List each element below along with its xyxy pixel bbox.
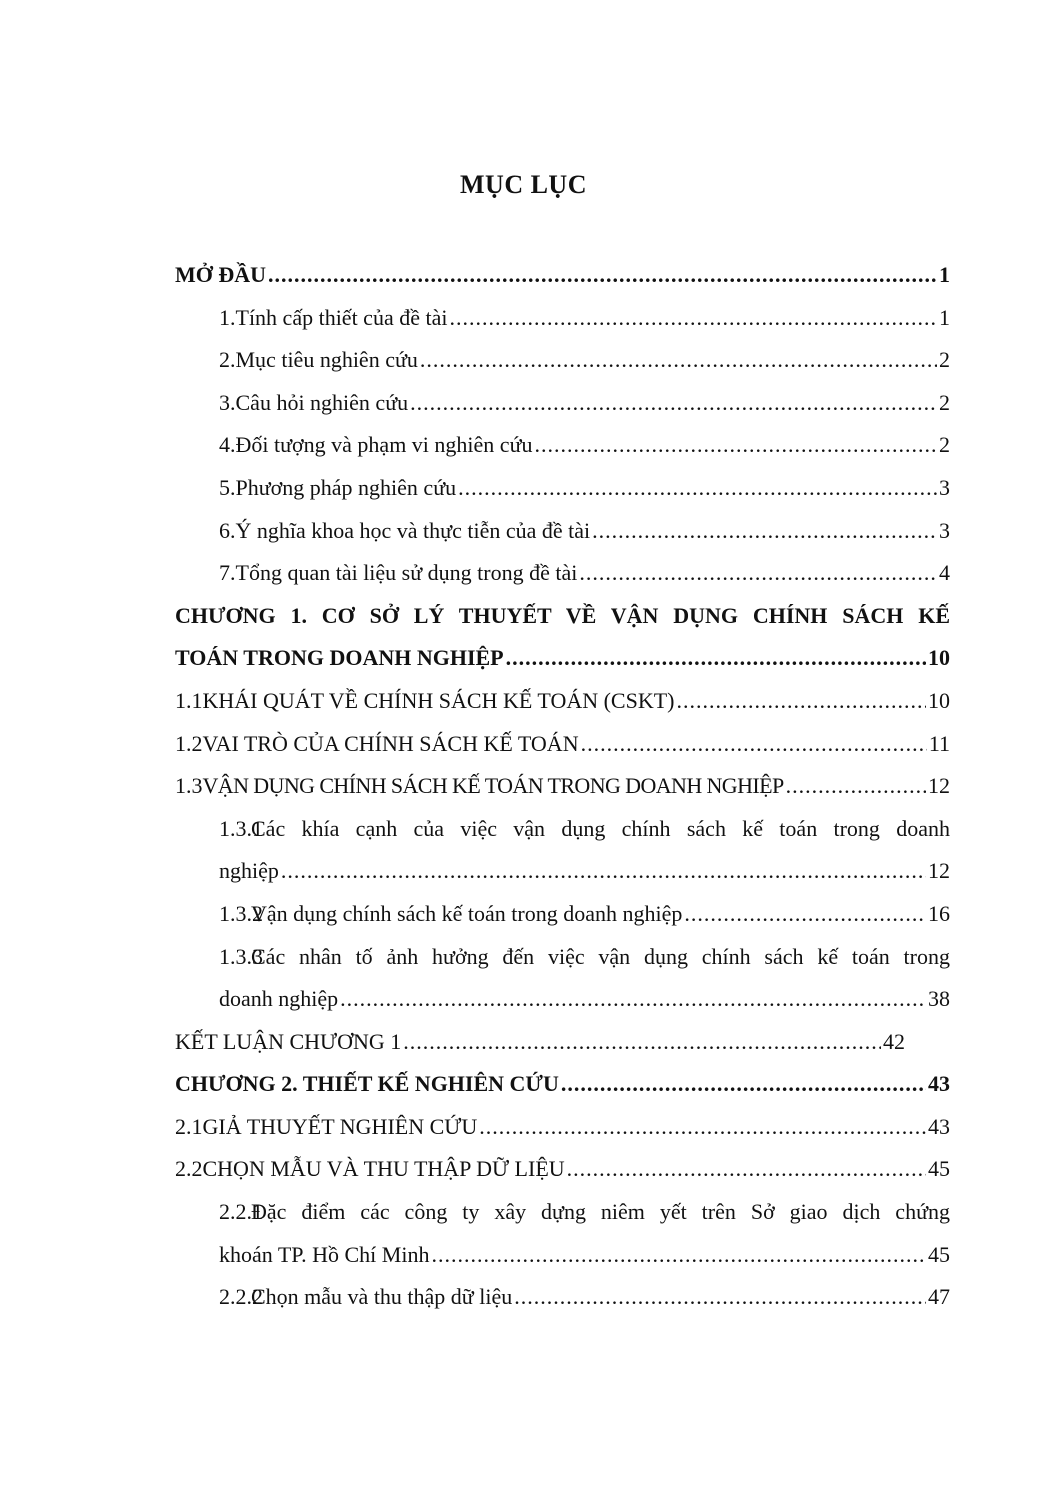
dot-leader xyxy=(677,680,927,723)
toc-page-number: 12 xyxy=(928,858,950,884)
toc-page-number: 42 xyxy=(883,1028,905,1054)
toc-entry-label: CHỌN MẪU VÀ THU THẬP DỮ LIỆU xyxy=(202,1156,565,1182)
toc-entry-number: 2.2.2 xyxy=(219,1284,263,1310)
toc-entry-number: 1.3.1 xyxy=(219,815,263,841)
toc-page-number: 3 xyxy=(939,474,950,500)
toc-page-number: 45 xyxy=(928,1156,950,1182)
toc-entry-label: Ý nghĩa khoa học và thực tiễn của đề tài xyxy=(235,517,591,543)
toc-entry-1-3[interactable] xyxy=(175,765,950,808)
toc-entry-label: CHƯƠNG 1. CƠ SỞ LÝ THUYẾT VỀ VẬN DỤNG CHÍNH SÁCH KẾ xyxy=(175,602,950,628)
toc-entry-2-2-2[interactable] xyxy=(175,1276,950,1319)
table-of-contents xyxy=(175,254,950,1319)
toc-entry-label: GIẢ THUYẾT NGHIÊN CỨU xyxy=(202,1113,478,1139)
toc-entry-number: 7. xyxy=(219,560,236,586)
dot-leader xyxy=(561,1063,926,1106)
toc-entry-7[interactable] xyxy=(175,552,950,595)
dot-leader xyxy=(581,723,927,766)
toc-entry-label: Phương pháp nghiên cứu xyxy=(235,474,457,500)
toc-page-number: 12 xyxy=(928,773,950,799)
dot-leader xyxy=(281,850,926,893)
toc-entry-3[interactable] xyxy=(175,382,950,425)
toc-entry-number: 2.2.1 xyxy=(219,1199,263,1225)
toc-entry-label: VẬN DỤNG CHÍNH SÁCH KẾ TOÁN TRONG DOANH NGHIỆP xyxy=(202,773,784,799)
toc-entry-label: doanh nghiệp xyxy=(219,986,339,1012)
toc-entry-1-1[interactable] xyxy=(175,680,950,723)
toc-entry-number: 1.1 xyxy=(175,687,203,713)
toc-entry-number: 1.3.3 xyxy=(219,943,263,969)
toc-entry-label: VAI TRÒ CỦA CHÍNH SÁCH KẾ TOÁN xyxy=(202,730,579,756)
dot-leader xyxy=(458,467,937,510)
toc-entry-label: Các nhân tố ảnh hưởng đến việc vận dụng chính sách kế toán trong xyxy=(251,943,950,969)
toc-entry-label: Chọn mẫu và thu thập dữ liệu xyxy=(251,1284,513,1310)
toc-entry-2-2-1-cont[interactable] xyxy=(175,1234,950,1277)
toc-entry-number: 1.2 xyxy=(175,730,203,756)
dot-leader xyxy=(340,978,926,1021)
toc-page-number: 43 xyxy=(928,1071,950,1097)
toc-entry-label: nghiệp xyxy=(219,858,279,884)
toc-entry-2-1[interactable] xyxy=(175,1106,950,1149)
toc-entry-label: khoán TP. Hồ Chí Minh xyxy=(219,1241,430,1267)
toc-entry-label: MỞ ĐẦU xyxy=(175,262,267,287)
toc-entry-number: 1.3 xyxy=(175,773,203,799)
toc-page-number: 38 xyxy=(928,986,950,1012)
dot-leader xyxy=(410,382,937,425)
toc-entry-1-3-2[interactable] xyxy=(175,893,950,936)
toc-entry-number: 6. xyxy=(219,517,236,543)
toc-entry-1[interactable] xyxy=(175,297,950,340)
toc-entry-5[interactable] xyxy=(175,467,950,510)
toc-entry-chapter-1-cont[interactable] xyxy=(175,637,950,680)
toc-entry-2-2[interactable] xyxy=(175,1148,950,1191)
dot-leader xyxy=(592,510,937,553)
dot-leader xyxy=(268,254,937,297)
toc-entry-chapter-1[interactable] xyxy=(175,595,950,638)
toc-entry-number: 4. xyxy=(219,432,236,458)
dot-leader xyxy=(449,297,937,340)
toc-entry-number: 2. xyxy=(219,347,236,373)
dot-leader xyxy=(431,1234,926,1277)
toc-entry-number: 1.3.2 xyxy=(219,900,263,926)
toc-page-number: 3 xyxy=(939,517,950,543)
toc-page-number: 2 xyxy=(939,432,950,458)
toc-page-number: 2 xyxy=(939,389,950,415)
toc-page-number: 43 xyxy=(928,1113,950,1139)
toc-entry-1-3-1-cont[interactable] xyxy=(175,850,950,893)
toc-page-number: 11 xyxy=(928,730,950,756)
dot-leader xyxy=(514,1276,926,1319)
toc-entry-label: Vận dụng chính sách kế toán trong doanh nghiệp xyxy=(251,900,683,926)
toc-page-number: 10 xyxy=(928,645,950,671)
toc-entry-1-3-3[interactable] xyxy=(175,936,950,979)
dot-leader xyxy=(420,339,937,382)
toc-entry-label: TOÁN TRONG DOANH NGHIỆP xyxy=(175,645,504,671)
dot-leader xyxy=(479,1106,926,1149)
toc-page-number: 4 xyxy=(939,560,950,586)
toc-entry-label: Đặc điểm các công ty xây dựng niêm yết trên Sở giao dịch chứng xyxy=(251,1199,950,1225)
toc-entry-label: Đối tượng và phạm vi nghiên cứu xyxy=(235,432,533,458)
toc-entry-intro[interactable] xyxy=(175,254,950,297)
toc-entry-number: 3. xyxy=(219,389,236,415)
dot-leader xyxy=(567,1148,926,1191)
toc-entry-conclusion-1[interactable] xyxy=(175,1021,950,1064)
dot-leader xyxy=(579,552,937,595)
toc-entry-2-2-1[interactable] xyxy=(175,1191,950,1234)
toc-entry-label: KHÁI QUÁT VỀ CHÍNH SÁCH KẾ TOÁN (CSKT) xyxy=(202,687,675,713)
toc-page-number: 10 xyxy=(928,687,950,713)
toc-entry-2[interactable] xyxy=(175,339,950,382)
toc-entry-label: KẾT LUẬN CHƯƠNG 1 xyxy=(175,1028,402,1054)
toc-page-number: 16 xyxy=(928,900,950,926)
dot-leader xyxy=(506,637,926,680)
toc-entry-1-2[interactable] xyxy=(175,723,950,766)
toc-entry-label: Tính cấp thiết của đề tài xyxy=(235,304,448,330)
toc-entry-1-3-1[interactable] xyxy=(175,808,950,851)
toc-entry-label: Các khía cạnh của việc vận dụng chính sách kế toán trong doanh xyxy=(251,815,950,841)
toc-entry-chapter-2[interactable] xyxy=(175,1063,950,1106)
toc-entry-number: 1. xyxy=(219,304,236,330)
toc-entry-label: Mục tiêu nghiên cứu xyxy=(235,347,418,373)
toc-entry-1-3-3-cont[interactable] xyxy=(175,978,950,1021)
toc-page-number: 47 xyxy=(928,1284,950,1310)
toc-entry-number: 2.1 xyxy=(175,1113,203,1139)
dot-leader xyxy=(403,1021,881,1064)
toc-entry-label: Tổng quan tài liệu sử dụng trong đề tài xyxy=(235,560,578,586)
toc-entry-4[interactable] xyxy=(175,424,950,467)
toc-title: MỤC LỤC xyxy=(460,170,587,199)
toc-entry-number: 2.2 xyxy=(175,1156,203,1182)
toc-entry-number: 5. xyxy=(219,474,236,500)
toc-entry-6[interactable] xyxy=(175,510,950,553)
dot-leader xyxy=(786,765,926,808)
toc-entry-label: Câu hỏi nghiên cứu xyxy=(235,389,409,415)
toc-page-number: 1 xyxy=(939,262,950,287)
toc-page-number: 2 xyxy=(939,347,950,373)
toc-page-number: 1 xyxy=(939,304,950,330)
toc-entry-label: CHƯƠNG 2. THIẾT KẾ NGHIÊN CỨU xyxy=(175,1071,559,1097)
toc-page-number: 45 xyxy=(928,1241,950,1267)
dot-leader xyxy=(684,893,926,936)
dot-leader xyxy=(535,424,938,467)
